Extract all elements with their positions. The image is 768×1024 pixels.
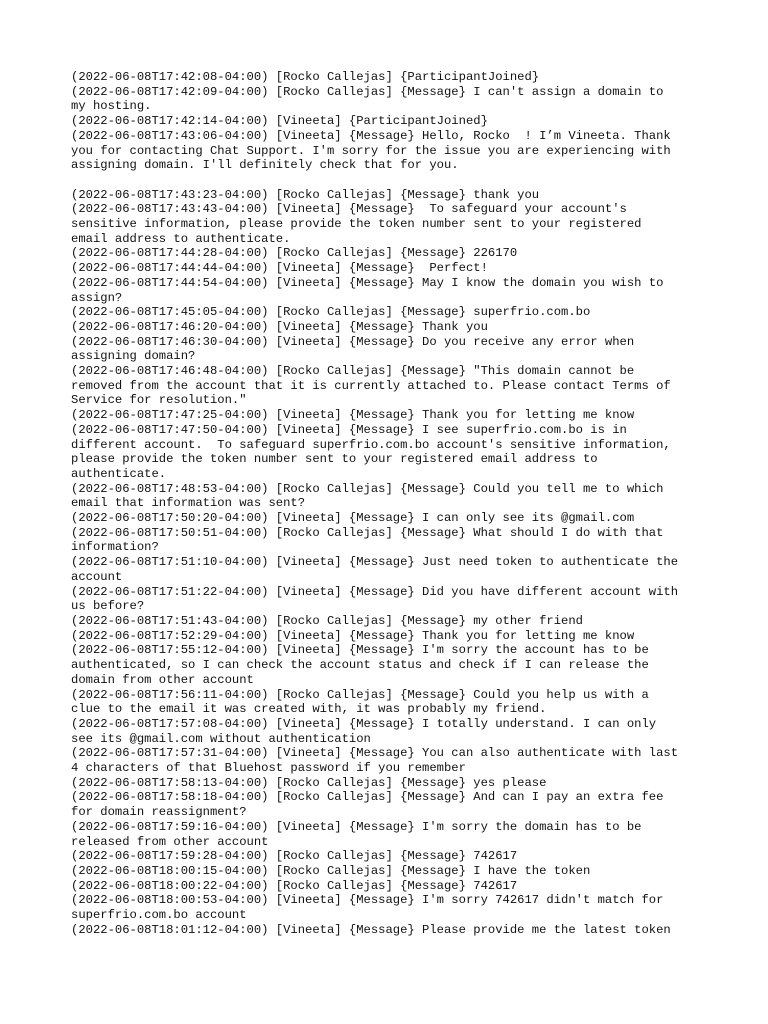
log-entry: (2022-06-08T17:55:12-04:00) [Vineeta] {Message} I'm sorry the account has to be authenticated, so I can check the account status and check if I can release the domain from other account xyxy=(71,643,649,687)
log-entry: (2022-06-08T17:50:20-04:00) [Vineeta] {Message} I can only see its @gmail.com xyxy=(71,511,635,526)
log-entry: (2022-06-08T17:47:25-04:00) [Vineeta] {Message} Thank you for letting me know xyxy=(71,408,635,423)
log-entry: (2022-06-08T17:59:28-04:00) [Rocko Callejas] {Message} 742617 xyxy=(71,849,518,864)
log-entry: (2022-06-08T18:00:15-04:00) [Rocko Callejas] {Message} I have the token xyxy=(71,863,591,878)
log-entry: (2022-06-08T17:51:10-04:00) [Vineeta] {Message} Just need token to authenticate the account xyxy=(71,555,679,584)
chat-transcript xyxy=(71,70,711,937)
log-entry: (2022-06-08T18:00:53-04:00) [Vineeta] {Message} I'm sorry 742617 didn't match for superfrio.com.bo account xyxy=(71,893,664,923)
log-entry: (2022-06-08T17:43:23-04:00) [Rocko Callejas] {Message} thank you xyxy=(71,187,540,202)
log-entry: (2022-06-08T17:51:22-04:00) [Vineeta] {Message} Did you have different account with us before? xyxy=(71,584,679,614)
log-entry: (2022-06-08T17:43:06-04:00) [Vineeta] {Message} Hello, Rocko ! I’m Vineeta. Thank you for contacting Chat Support. I'm sorry for the issue you are experiencing with assigning domain. I'll definitely check that for you. xyxy=(71,128,671,173)
log-entry: (2022-06-08T18:01:12-04:00) [Vineeta] {Message} Please provide me the latest token xyxy=(71,922,671,937)
log-entry: (2022-06-08T17:46:20-04:00) [Vineeta] {Message} Thank you xyxy=(71,319,488,334)
log-entry: (2022-06-08T17:43:43-04:00) [Vineeta] {Message} To safeguard your account's sensitive information, please provide the token number sent to your registered email address to authenticate. xyxy=(71,202,642,246)
log-entry: (2022-06-08T17:42:08-04:00) [Rocko Callejas] {ParticipantJoined} xyxy=(71,70,540,84)
log-entry: (2022-06-08T17:48:53-04:00) [Rocko Callejas] {Message} Could you tell me to which email that information was sent? xyxy=(71,481,664,511)
log-entry: (2022-06-08T17:58:13-04:00) [Rocko Callejas] {Message} yes please xyxy=(71,775,547,790)
log-entry: (2022-06-08T18:00:22-04:00) [Rocko Callejas] {Message} 742617 xyxy=(71,878,518,893)
log-entry: (2022-06-08T17:51:43-04:00) [Rocko Callejas] {Message} my other friend xyxy=(71,614,583,628)
log-entry: (2022-06-08T17:58:18-04:00) [Rocko Callejas] {Message} And can I pay an extra fee for domain reassignment? xyxy=(71,790,664,820)
log-entry: (2022-06-08T17:44:28-04:00) [Rocko Callejas] {Message} 226170 xyxy=(71,246,518,261)
log-entry: (2022-06-08T17:52:29-04:00) [Vineeta] {Message} Thank you for letting me know xyxy=(71,628,635,643)
log-entry: (2022-06-08T17:50:51-04:00) [Rocko Callejas] {Message} What should I do with that information? xyxy=(71,525,664,555)
log-entry: (2022-06-08T17:45:05-04:00) [Rocko Callejas] {Message} superfrio.com.bo xyxy=(71,305,591,320)
log-entry: (2022-06-08T17:44:44-04:00) [Vineeta] {Message} Perfect! xyxy=(71,261,488,276)
log-entry: (2022-06-08T17:57:31-04:00) [Vineeta] {Message} You can also authenticate with last 4 characters of that Bluehost password if you remember xyxy=(71,746,679,776)
log-entry: (2022-06-08T17:44:54-04:00) [Vineeta] {Message} May I know the domain you wish to assign? xyxy=(71,275,664,305)
log-entry: (2022-06-08T17:42:09-04:00) [Rocko Callejas] {Message} I can't assign a domain to my hosting. xyxy=(71,84,664,114)
log-entry: (2022-06-08T17:47:50-04:00) [Vineeta] {Message} I see superfrio.com.bo is in different account. To safeguard superfrio.com.bo account's sensitive information, please provide the token number sent to your registered email address to authenticate. xyxy=(71,422,671,481)
log-entry: (2022-06-08T17:46:48-04:00) [Rocko Callejas] {Message} "This domain cannot be removed from the account that it is currently attached to. Please contact Terms of Service for resolution." xyxy=(71,364,671,408)
log-entry: (2022-06-08T17:57:08-04:00) [Vineeta] {Message} I totally understand. I can only see its @gmail.com without authentication xyxy=(71,716,657,746)
log-entry: (2022-06-08T17:59:16-04:00) [Vineeta] {Message} I'm sorry the domain has to be released from other account xyxy=(71,819,642,849)
log-entry: (2022-06-08T17:56:11-04:00) [Rocko Callejas] {Message} Could you help us with a clue to the email it was created with, it was probably my friend. xyxy=(71,687,649,717)
log-entry: (2022-06-08T17:42:14-04:00) [Vineeta] {ParticipantJoined} xyxy=(71,114,488,129)
blank-line xyxy=(71,173,711,188)
log-entry: (2022-06-08T17:46:30-04:00) [Vineeta] {Message} Do you receive any error when assigning domain? xyxy=(71,334,635,364)
